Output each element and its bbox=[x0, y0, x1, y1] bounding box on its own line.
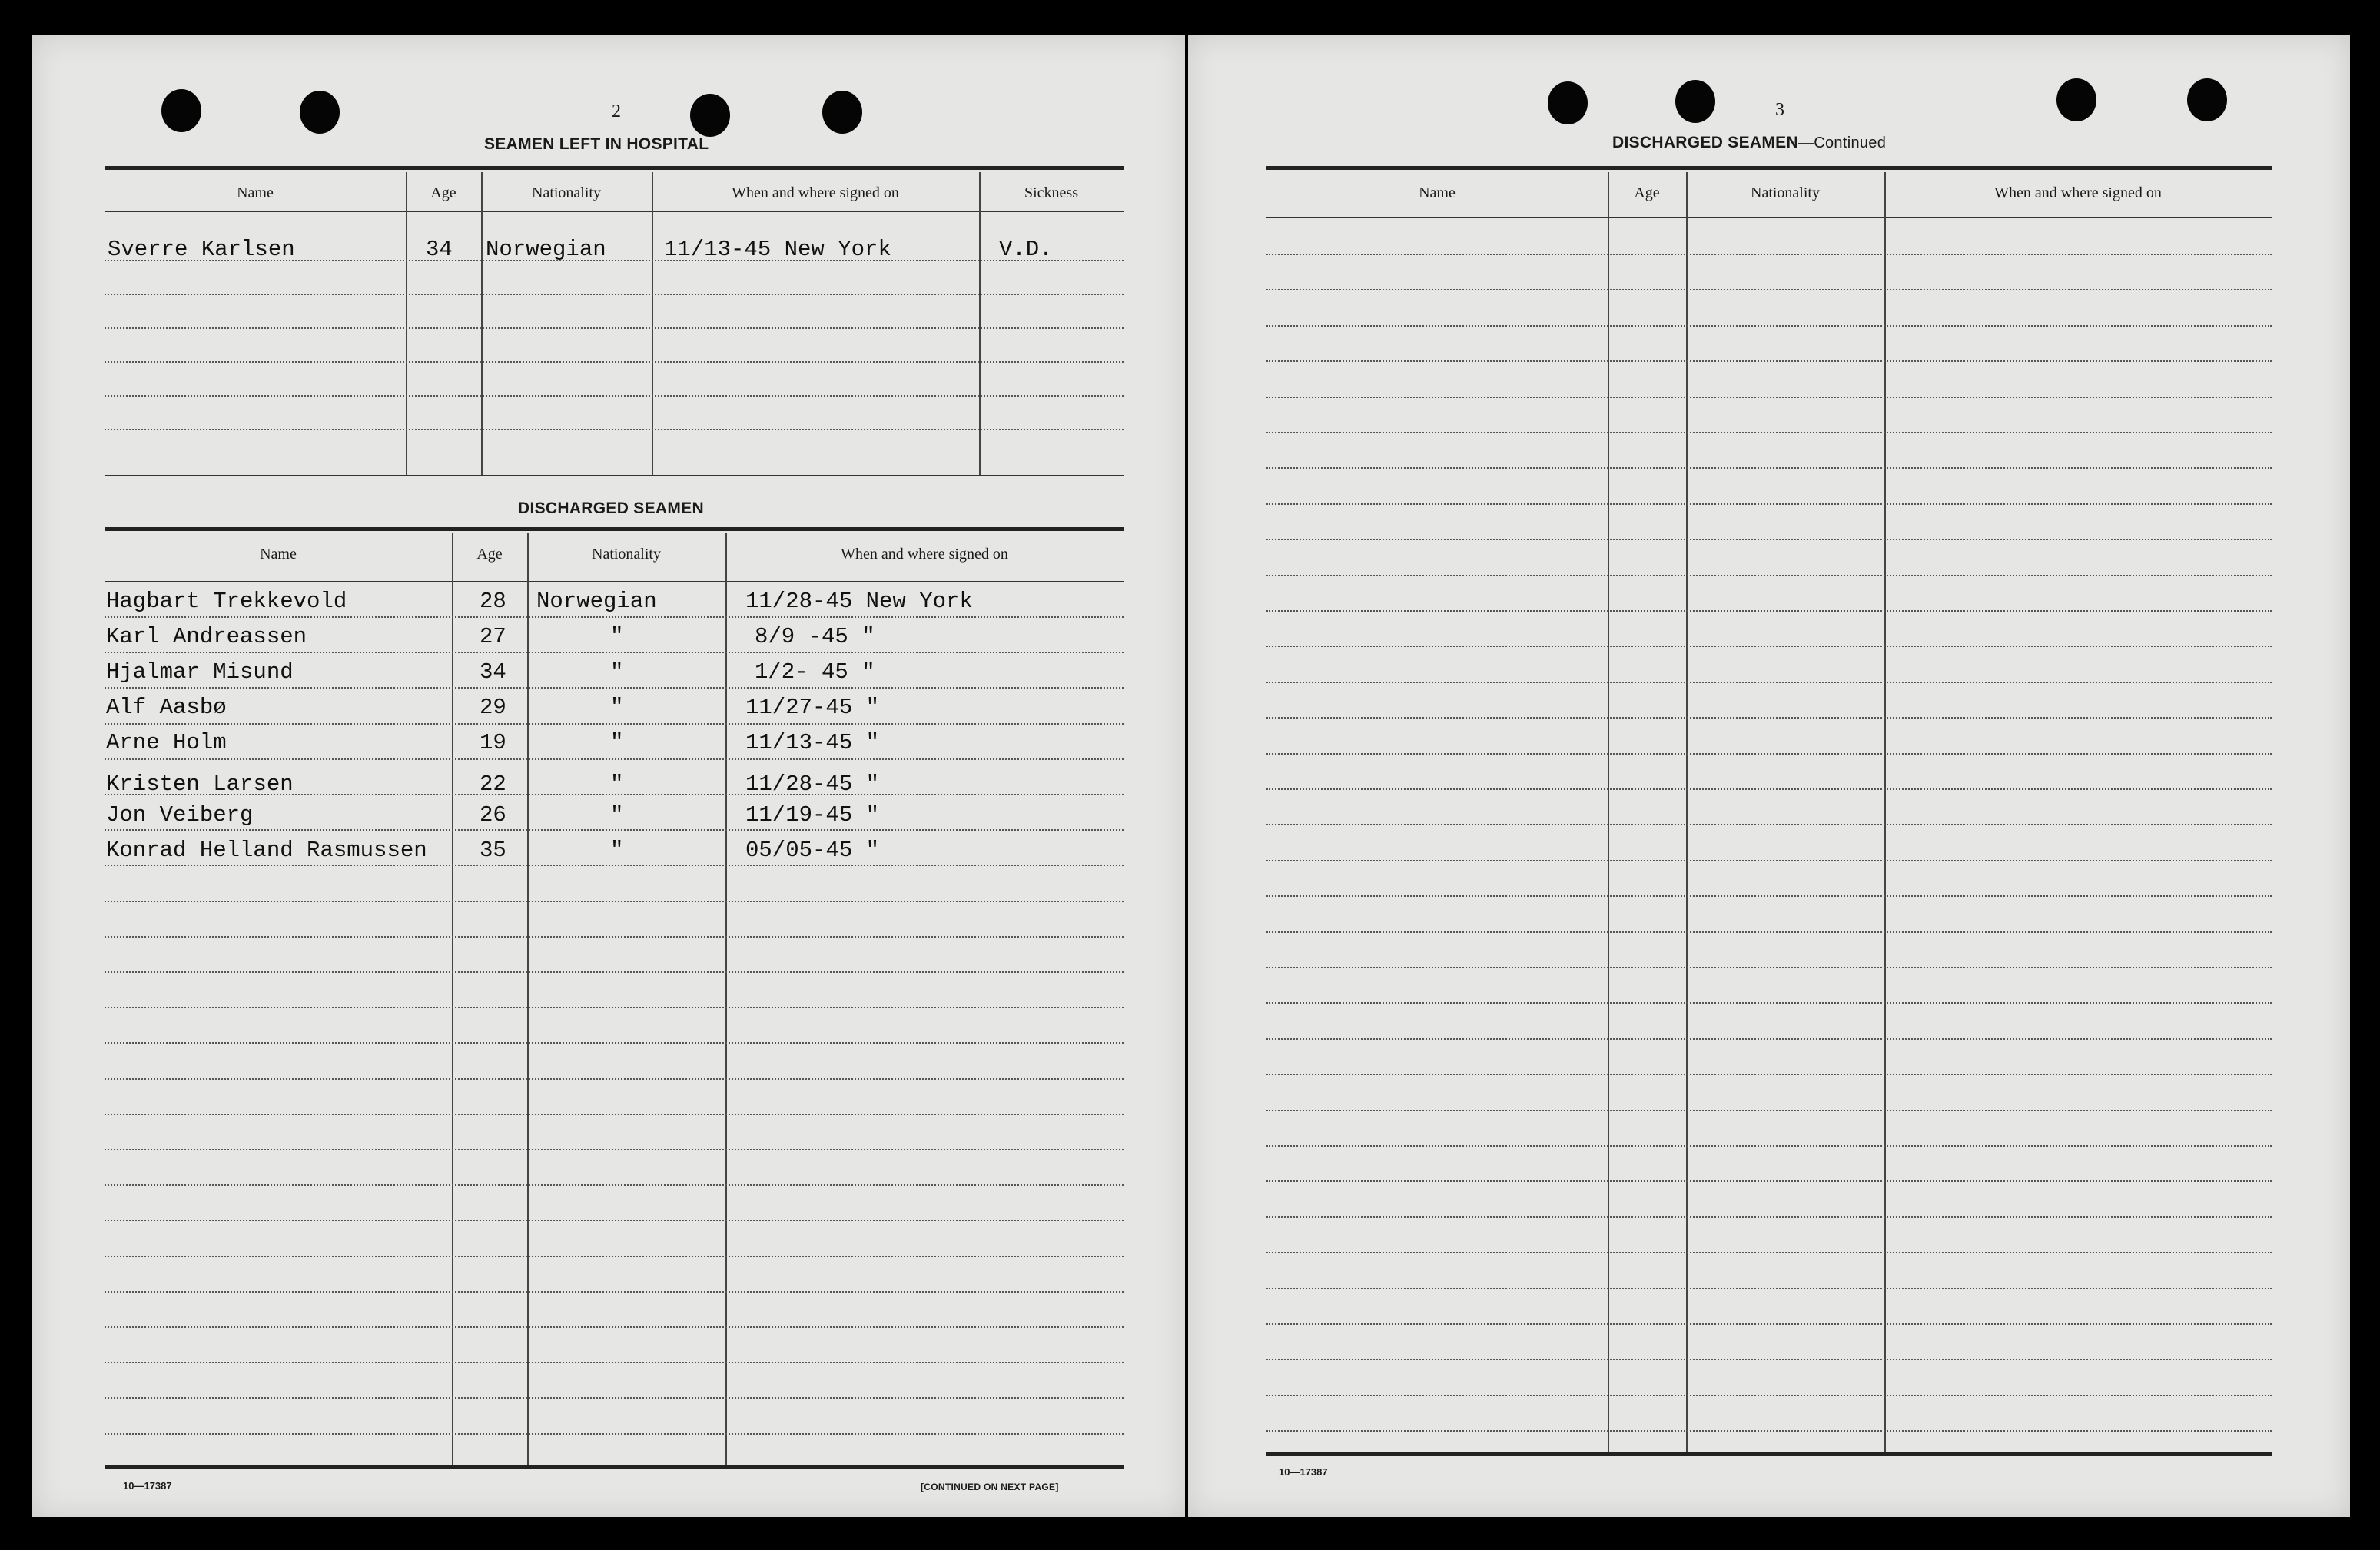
ruled-line bbox=[1266, 289, 2272, 290]
ruled-line bbox=[105, 1078, 1124, 1080]
seaman-age: 22 bbox=[480, 772, 506, 797]
seaman-age: 35 bbox=[480, 838, 506, 863]
punch-hole bbox=[2056, 78, 2096, 121]
header-rule bbox=[105, 527, 1124, 531]
punch-hole bbox=[690, 94, 730, 137]
ruled-line bbox=[1266, 432, 2272, 433]
ruled-line bbox=[1266, 1216, 2272, 1218]
continued-note: [CONTINUED ON NEXT PAGE] bbox=[921, 1482, 1059, 1492]
bottom-rule bbox=[105, 1465, 1124, 1469]
seaman-nationality: " bbox=[610, 730, 624, 755]
ruled-line bbox=[105, 1397, 1124, 1399]
seaman-nationality: " bbox=[610, 695, 624, 720]
ruled-line bbox=[1266, 753, 2272, 755]
hospital-sickness: V.D. bbox=[999, 237, 1053, 262]
ruled-line bbox=[1266, 967, 2272, 968]
punch-hole bbox=[300, 91, 340, 134]
seaman-nationality: " bbox=[610, 659, 624, 685]
col-header-name: Name bbox=[260, 546, 297, 563]
ruled-line bbox=[1266, 575, 2272, 576]
col-header-name: Name bbox=[1419, 184, 1456, 201]
ruled-line bbox=[105, 1114, 1124, 1115]
seaman-name: Karl Andreassen bbox=[106, 624, 307, 649]
discharged-continued-title bbox=[1612, 134, 1886, 152]
page-number: 2 bbox=[612, 101, 621, 121]
ruled-line bbox=[1266, 717, 2272, 719]
punch-hole bbox=[2187, 78, 2227, 121]
ruled-line bbox=[105, 901, 1124, 902]
ruled-line bbox=[105, 652, 1124, 653]
seaman-nationality: " bbox=[610, 838, 624, 863]
ruled-line bbox=[105, 936, 1124, 938]
ruled-line bbox=[105, 865, 1124, 866]
col-header-nationality: Nationality bbox=[592, 546, 661, 563]
hospital-signed-on: 11/13-45 New York bbox=[664, 237, 891, 262]
ruled-line bbox=[105, 1362, 1124, 1363]
punch-hole bbox=[161, 89, 201, 132]
ruled-line bbox=[105, 1042, 1124, 1044]
ruled-line bbox=[105, 687, 1124, 689]
ruled-line bbox=[1266, 895, 2272, 897]
ruled-line bbox=[1266, 325, 2272, 327]
ruled-line bbox=[105, 1256, 1124, 1257]
header-underline bbox=[105, 211, 1124, 212]
punch-hole bbox=[1548, 81, 1588, 124]
col-header-nationality: Nationality bbox=[1751, 184, 1820, 201]
ruled-line bbox=[1266, 788, 2272, 790]
ruled-line bbox=[1266, 1145, 2272, 1147]
ruled-line bbox=[1266, 1110, 2272, 1111]
seaman-name: Kristen Larsen bbox=[106, 772, 294, 797]
ruled-line bbox=[105, 1007, 1124, 1008]
seaman-signed-on: 11/13-45 " bbox=[745, 730, 880, 755]
ruled-line bbox=[105, 971, 1124, 973]
title-main: DISCHARGED SEAMEN bbox=[1612, 134, 1798, 151]
ruled-line bbox=[1266, 1252, 2272, 1253]
seaman-age: 29 bbox=[480, 695, 506, 720]
title-suffix: —Continued bbox=[1797, 134, 1887, 151]
right-page bbox=[1188, 35, 2350, 1517]
ruled-line bbox=[105, 1433, 1124, 1435]
seaman-nationality: " bbox=[610, 802, 624, 828]
seaman-signed-on: 05/05-45 " bbox=[745, 838, 880, 863]
ruled-line bbox=[105, 616, 1124, 618]
col-header-nationality: Nationality bbox=[532, 184, 601, 201]
seaman-name: Alf Aasbø bbox=[106, 695, 227, 720]
col-header-signed-on: When and where signed on bbox=[732, 184, 899, 201]
seaman-name: Jon Veiberg bbox=[106, 802, 254, 828]
ruled-line bbox=[1266, 1430, 2272, 1432]
ruled-line bbox=[1266, 1074, 2272, 1075]
bottom-rule bbox=[1266, 1452, 2272, 1456]
seaman-signed-on: 11/27-45 " bbox=[745, 695, 880, 720]
ruled-line bbox=[105, 758, 1124, 760]
ruled-line bbox=[105, 1220, 1124, 1221]
hospital-nationality: Norwegian bbox=[486, 237, 606, 262]
ruled-line bbox=[1266, 1395, 2272, 1396]
punch-hole bbox=[822, 91, 862, 134]
ruled-line bbox=[1266, 360, 2272, 362]
ruled-line bbox=[105, 723, 1124, 725]
ruled-line bbox=[1266, 1180, 2272, 1182]
col-header-age: Age bbox=[476, 546, 503, 563]
ruled-line bbox=[105, 1326, 1124, 1328]
punch-hole bbox=[1675, 80, 1715, 123]
ruled-line bbox=[105, 794, 1124, 795]
col-header-signed-on: When and where signed on bbox=[1994, 184, 2162, 201]
header-rule bbox=[1266, 166, 2272, 170]
ruled-line bbox=[1266, 1359, 2272, 1360]
seaman-signed-on: 11/28-45 " bbox=[745, 772, 880, 797]
ruled-line bbox=[1266, 1323, 2272, 1325]
ruled-line bbox=[1266, 539, 2272, 540]
col-header-sickness: Sickness bbox=[1024, 184, 1078, 201]
seaman-name: Hjalmar Misund bbox=[106, 659, 294, 685]
form-number: 10—17387 bbox=[123, 1480, 172, 1492]
ruled-line bbox=[1266, 824, 2272, 825]
ruled-line bbox=[1266, 1288, 2272, 1289]
ruled-line bbox=[1266, 397, 2272, 398]
col-header-name: Name bbox=[237, 184, 274, 201]
ruled-line bbox=[1266, 254, 2272, 255]
col-header-age: Age bbox=[430, 184, 456, 201]
header-rule bbox=[105, 166, 1124, 170]
ruled-line bbox=[105, 1149, 1124, 1150]
ruled-line bbox=[1266, 931, 2272, 933]
ruled-line bbox=[1266, 467, 2272, 469]
ruled-line bbox=[1266, 1002, 2272, 1004]
hospital-bottom-rule bbox=[105, 475, 1124, 476]
seaman-age: 27 bbox=[480, 624, 506, 649]
seaman-signed-on: 11/28-45 New York bbox=[745, 589, 973, 614]
hospital-name: Sverre Karlsen bbox=[108, 237, 295, 262]
ruled-line bbox=[1266, 503, 2272, 505]
col-header-signed-on: When and where signed on bbox=[841, 546, 1008, 563]
seaman-age: 26 bbox=[480, 802, 506, 828]
seaman-signed-on: 8/9 -45 " bbox=[755, 624, 875, 649]
col-header-age: Age bbox=[1634, 184, 1660, 201]
header-underline bbox=[105, 581, 1124, 582]
header-underline bbox=[1266, 217, 2272, 218]
seaman-age: 28 bbox=[480, 589, 506, 614]
ruled-line bbox=[1266, 610, 2272, 612]
seaman-nationality: " bbox=[610, 772, 624, 797]
left-page bbox=[32, 35, 1185, 1517]
ruled-line bbox=[1266, 646, 2272, 647]
seaman-name: Hagbart Trekkevold bbox=[106, 589, 347, 614]
seaman-age: 19 bbox=[480, 730, 506, 755]
ruled-line bbox=[105, 1291, 1124, 1293]
hospital-age: 34 bbox=[426, 237, 453, 262]
seaman-nationality: Norwegian bbox=[536, 589, 657, 614]
seaman-signed-on: 1/2- 45 " bbox=[755, 659, 875, 685]
seaman-nationality: " bbox=[610, 624, 624, 649]
ruled-line bbox=[1266, 860, 2272, 861]
page-number: 3 bbox=[1775, 100, 1784, 120]
ruled-line bbox=[1266, 682, 2272, 683]
discharged-section-title: DISCHARGED SEAMEN bbox=[518, 500, 704, 517]
seaman-signed-on: 11/19-45 " bbox=[745, 802, 880, 828]
seaman-name: Konrad Helland Rasmussen bbox=[106, 838, 427, 863]
hospital-section-title: SEAMEN LEFT IN HOSPITAL bbox=[484, 135, 709, 153]
form-number: 10—17387 bbox=[1279, 1466, 1328, 1478]
ruled-line bbox=[105, 1184, 1124, 1186]
seaman-name: Arne Holm bbox=[106, 730, 227, 755]
seaman-age: 34 bbox=[480, 659, 506, 685]
ruled-line bbox=[105, 829, 1124, 831]
ruled-line bbox=[1266, 1038, 2272, 1040]
